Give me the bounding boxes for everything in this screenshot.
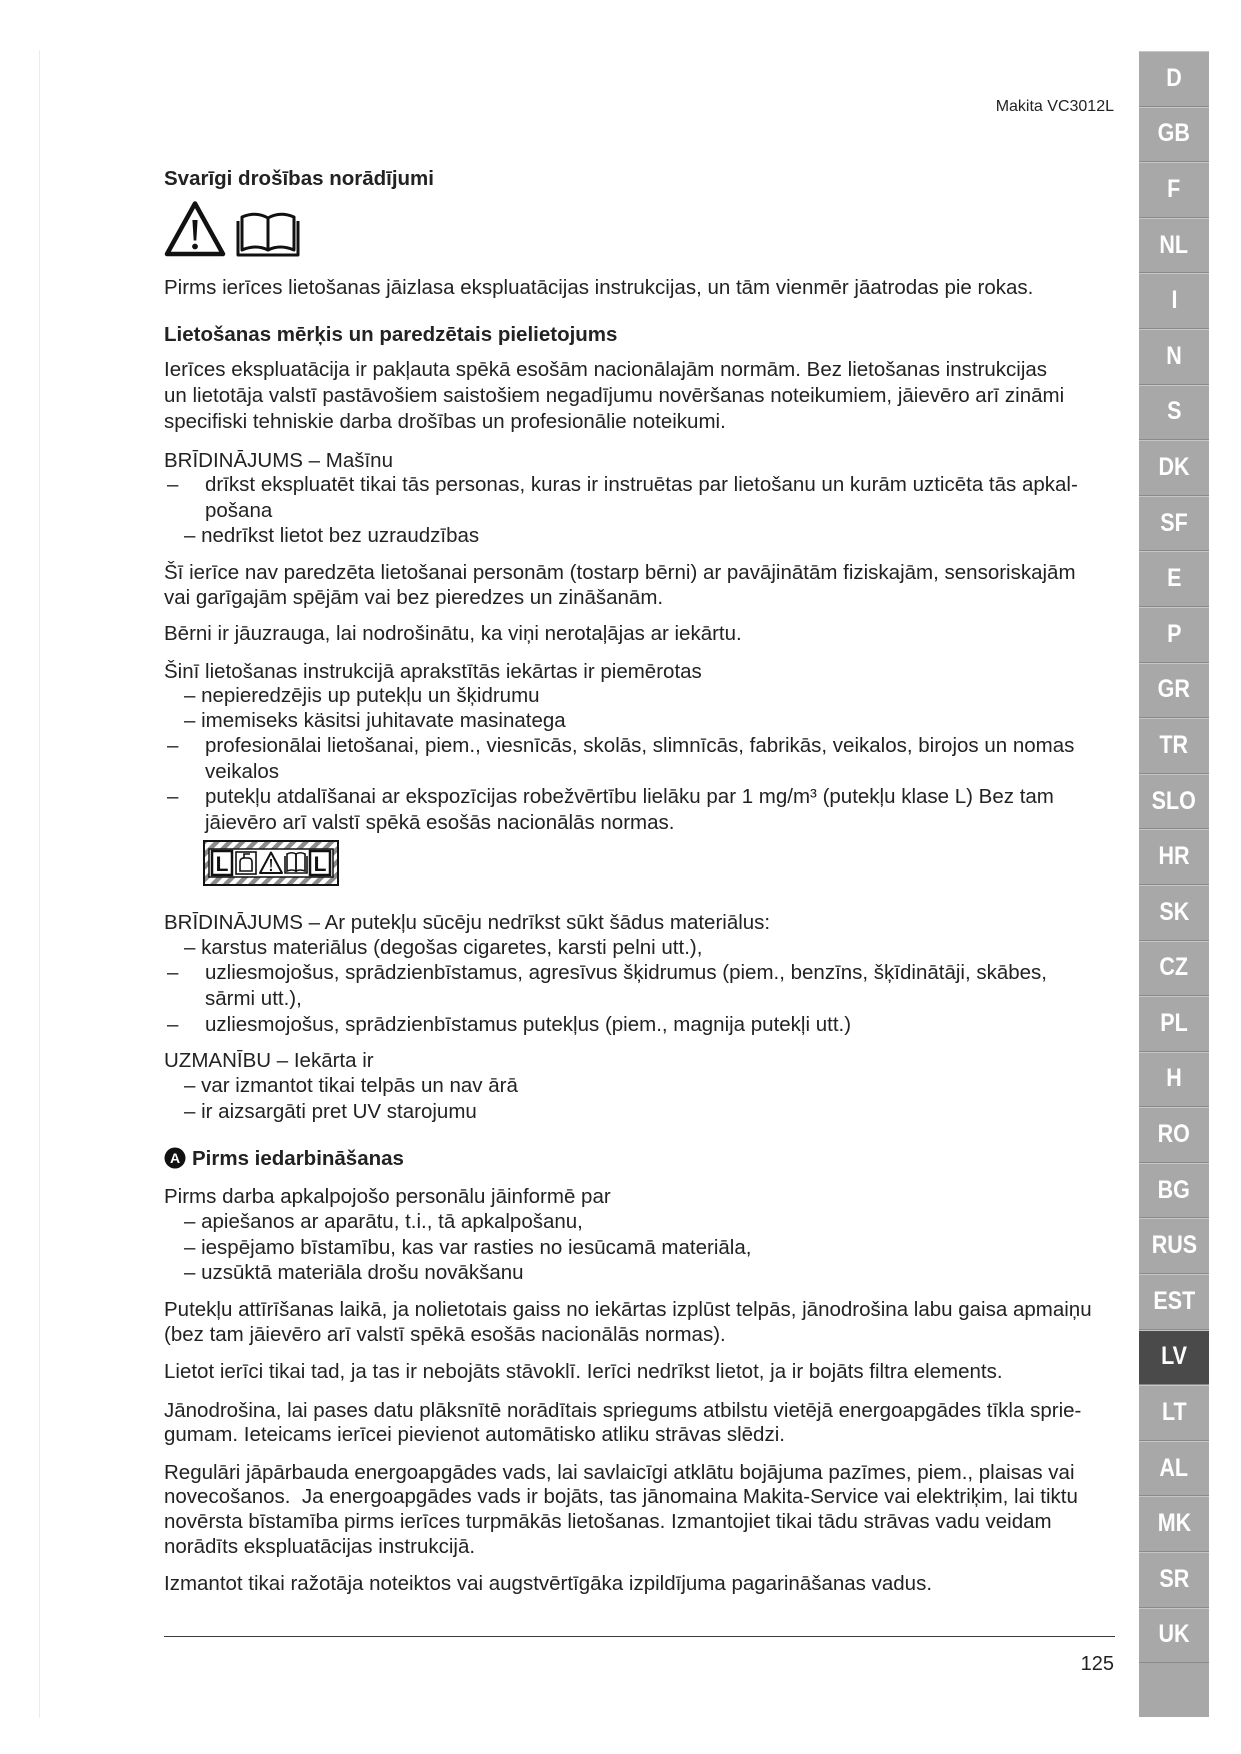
lang-tab-cz xyxy=(1139,941,1209,997)
lang-tab-sr xyxy=(1139,1552,1209,1608)
lang-tab-label: S xyxy=(1166,397,1182,426)
model-header: Makita VC3012L xyxy=(995,98,1114,115)
lang-tab-label: MK xyxy=(1157,1509,1191,1538)
lang-tab-label: DK xyxy=(1158,452,1190,481)
list-item: – karstus materiālus (degošas cigaretes, karsti pelni utt.), xyxy=(184,936,703,959)
lang-tab-sf xyxy=(1139,496,1209,552)
lang-tab-tr xyxy=(1139,718,1209,774)
norms-line: specifiski tehniskie darba drošības un profesionālie noteikumi. xyxy=(164,410,726,433)
list-dash: – xyxy=(167,1013,179,1036)
page-number: 125 xyxy=(1080,1653,1114,1675)
lang-tab-gr xyxy=(1139,663,1209,719)
list-item-text: pošana xyxy=(205,499,273,522)
dust-class-l-pictogram xyxy=(203,840,339,886)
section-marker-letter: A xyxy=(169,1150,181,1166)
lang-tab-n xyxy=(1139,329,1209,385)
ventilation-line: (bez tam jāievēro arī valstī spēkā esošās nacionālās normas). xyxy=(164,1323,726,1346)
lang-tab-label: CZ xyxy=(1159,953,1189,982)
lang-tab-lv xyxy=(1139,1330,1209,1386)
lang-tab-al xyxy=(1139,1441,1209,1497)
list-item: – nepieredzējis up putekļu un šķidrumu xyxy=(184,684,540,707)
persons-line: Šī ierīce nav paredzēta lietošanai personām (tostarp bērni) ar pavājinātām fiziskajām, sensoriskajām xyxy=(164,561,1076,584)
circled-letter-icon xyxy=(164,1147,186,1169)
cable-line: novecošanos. Ja energoapgādes vads ir bojāts, tas jānomaina Makita-Service vai elektriķim, lai tiktu xyxy=(164,1485,1078,1508)
dust-class-letter: L xyxy=(215,853,229,876)
lang-tab-label: F xyxy=(1167,174,1181,203)
lang-tab-uk xyxy=(1139,1608,1209,1664)
lang-tab-lt xyxy=(1139,1385,1209,1441)
lang-tab-label: GR xyxy=(1157,675,1191,704)
dust-class-l-box-right xyxy=(310,851,330,876)
cable-line: Regulāri jāpārbauda energoapgādes vads, lai savlaicīgi atklātu bojājuma pazīmes, piem., plaisas vai xyxy=(164,1461,1075,1484)
list-dash: – xyxy=(167,473,179,496)
lang-tab-h xyxy=(1139,1052,1209,1108)
lang-tab-label: N xyxy=(1166,341,1182,370)
list-item-text: uzliesmojošus, sprādzienbīstamus putekļus (piem., magnija putekļi utt.) xyxy=(205,1013,852,1036)
lang-tab-label: LV xyxy=(1161,1342,1187,1371)
list-item-text: putekļu atdalīšanai ar ekspozīcijas robežvērtību lielāku par 1 mg/m³ (putekļu klase L) Bez tam xyxy=(205,785,1054,808)
lang-tab-slo xyxy=(1139,774,1209,830)
voltage-line: Jānodrošina, lai pases datu plāksnītē norādītais spriegums atbilstu vietējā energoapgādes tīkla sprie- xyxy=(164,1399,1082,1422)
condition-note: Lietot ierīci tikai tad, ja tas ir nebojāts stāvoklī. Ierīci nedrīkst lietot, ja ir bojāts filtra elements. xyxy=(164,1360,1003,1383)
lang-tab-label: HR xyxy=(1158,842,1190,871)
lang-tab-bg xyxy=(1139,1163,1209,1219)
warning-machines-lead: BRĪDINĀJUMS – Mašīnu xyxy=(164,449,393,472)
lang-tab-label: BG xyxy=(1157,1175,1191,1204)
lang-tab-label: SLO xyxy=(1151,786,1197,815)
list-item-text: uzliesmojošus, sprādzienbīstamus, agresīvus šķidrumus (piem., benzīns, šķīdinātāji, skābes, xyxy=(205,961,1048,984)
lang-tab-label: AL xyxy=(1159,1453,1189,1482)
footer-divider xyxy=(164,1636,1115,1637)
lang-tab-dk xyxy=(1139,440,1209,496)
safety-intro: Pirms ierīces lietošanas jāizlasa ekspluatācijas instrukcijas, un tām vienmēr jāatrodas pie rokas. xyxy=(164,276,1034,299)
lang-tab-label: I xyxy=(1171,286,1177,315)
children-note: Bērni ir jāuzrauga, lai nodrošinātu, ka viņi nerotaļājas ar iekārtu. xyxy=(164,622,742,645)
lang-tab-d xyxy=(1139,51,1209,107)
lang-tab-label: GB xyxy=(1157,119,1191,148)
cable-line: novērsta bīstamība pirms ierīces turpmākās lietošanas. Izmantojiet tikai tādu strāvas vadu veidam xyxy=(164,1510,1052,1533)
list-item-text: veikalos xyxy=(205,760,280,783)
warning-triangle-icon xyxy=(167,204,223,255)
list-item: – uzsūktā materiāla drošu novākšanu xyxy=(184,1261,524,1284)
inform-lead: Pirms darba apkalpojošo personālu jāinformē par xyxy=(164,1185,611,1208)
lang-tab-label: E xyxy=(1166,564,1182,593)
lang-tab-ro xyxy=(1139,1107,1209,1163)
list-item: – apiešanos ar aparātu, t.i., tā apkalpošanu, xyxy=(184,1210,583,1233)
lang-tab-gb xyxy=(1139,107,1209,163)
list-item: – imemiseks käsitsi juhitavate masinatega xyxy=(184,709,566,732)
list-item-text: drīkst ekspluatēt tikai tās personas, kuras ir instruētas par lietošanu un kurām uzticēta tās apkal- xyxy=(205,473,1078,496)
lang-tab-s xyxy=(1139,385,1209,441)
lang-tab-est xyxy=(1139,1274,1209,1330)
lang-tab-sk xyxy=(1139,885,1209,941)
language-tab-strip xyxy=(1139,51,1209,1717)
persons-line: vai garīgajām spējām vai bez pieredzes un zināšanām. xyxy=(164,586,664,609)
lang-tab-label: RO xyxy=(1157,1120,1191,1149)
before-start-heading: Pirms iedarbināšanas xyxy=(192,1147,404,1170)
lang-tab-label: RUS xyxy=(1151,1231,1197,1260)
list-dash: – xyxy=(167,961,179,984)
lang-tab-label: UK xyxy=(1158,1620,1190,1649)
list-dash: – xyxy=(167,785,179,808)
list-item: – nedrīkst lietot bez uzraudzības xyxy=(184,524,480,547)
dust-class-letter: L xyxy=(313,853,327,876)
lang-tab-label: SF xyxy=(1160,508,1188,537)
book-icon xyxy=(238,214,298,255)
lang-tab-label: SR xyxy=(1159,1564,1189,1593)
list-item: – iespējamo bīstamību, kas var rasties no iesūcamā materiāla, xyxy=(184,1236,752,1259)
lang-tab-label: D xyxy=(1166,63,1182,92)
suitable-lead: Šinī lietošanas instrukcijā aprakstītās iekārtas ir piemērotas xyxy=(164,660,702,683)
purpose-heading: Lietošanas mērķis un paredzētais pielietojums xyxy=(164,323,618,346)
voltage-line: gumam. Ieteicams ierīcei pievienot automātisko atliku strāvas slēdzi. xyxy=(164,1423,785,1446)
lang-tab-p xyxy=(1139,607,1209,663)
lang-tab-label: EST xyxy=(1153,1286,1195,1315)
list-item-text: sārmi utt.), xyxy=(205,987,302,1010)
list-item-text: jāievēro arī valstī spēkā esošās nacionālās normas. xyxy=(205,811,675,834)
list-item-text: profesionālai lietošanai, piem., viesnīcās, skolās, slimnīcās, fabrikās, veikalos, birojos un nomas xyxy=(205,734,1075,757)
dust-class-l-box-left xyxy=(212,851,232,876)
lang-tab-hr xyxy=(1139,829,1209,885)
list-dash: – xyxy=(167,734,179,757)
cable-line: norādīts ekspluatācijas instrukcijā. xyxy=(164,1535,476,1558)
safety-heading: Svarīgi drošības norādījumi xyxy=(164,167,434,190)
safety-symbols xyxy=(164,199,304,259)
lang-tab-f xyxy=(1139,162,1209,218)
lang-tab-mk xyxy=(1139,1496,1209,1552)
list-item: – var izmantot tikai telpās un nav ārā xyxy=(184,1074,518,1097)
lang-tab-i xyxy=(1139,273,1209,329)
lang-tab-label: SK xyxy=(1159,897,1189,926)
list-item: – ir aizsargāti pret UV starojumu xyxy=(184,1100,477,1123)
page-edge-line xyxy=(39,50,40,1718)
ventilation-line: Putekļu attīrīšanas laikā, ja nolietotais gaiss no iekārtas izplūst telpās, jānodrošina labu gaisa apmaiņu xyxy=(164,1298,1092,1321)
warning-materials-lead: BRĪDINĀJUMS – Ar putekļu sūcēju nedrīkst sūkt šādus materiālus: xyxy=(164,911,771,934)
lang-tab-label: P xyxy=(1166,619,1182,648)
lang-tab-e xyxy=(1139,551,1209,607)
lang-tab-label: TR xyxy=(1159,730,1189,759)
lang-tab-label: LT xyxy=(1161,1398,1187,1427)
norms-line: un lietotāja valstī pastāvošiem saistošiem negadījumu novēršanas noteikumiem, jāievēro arī zināmi xyxy=(164,384,1065,407)
lang-tab-label: H xyxy=(1166,1064,1182,1093)
extension-note: Izmantot tikai ražotāja noteiktos vai augstvērtīgāka izpildījuma pagarināšanas vadus. xyxy=(164,1572,933,1595)
caution-lead: UZMANĪBU – Iekārta ir xyxy=(164,1049,374,1072)
lang-tab-label: NL xyxy=(1159,230,1189,259)
lang-tab-label: PL xyxy=(1160,1008,1188,1037)
lang-tab-pl xyxy=(1139,996,1209,1052)
norms-line: Ierīces ekspluatācija ir pakļauta spēkā esošām nacionālajām normām. Bez lietošanas instrukcijas xyxy=(164,358,1048,381)
lang-tab-rus xyxy=(1139,1218,1209,1274)
lang-tab-nl xyxy=(1139,218,1209,274)
